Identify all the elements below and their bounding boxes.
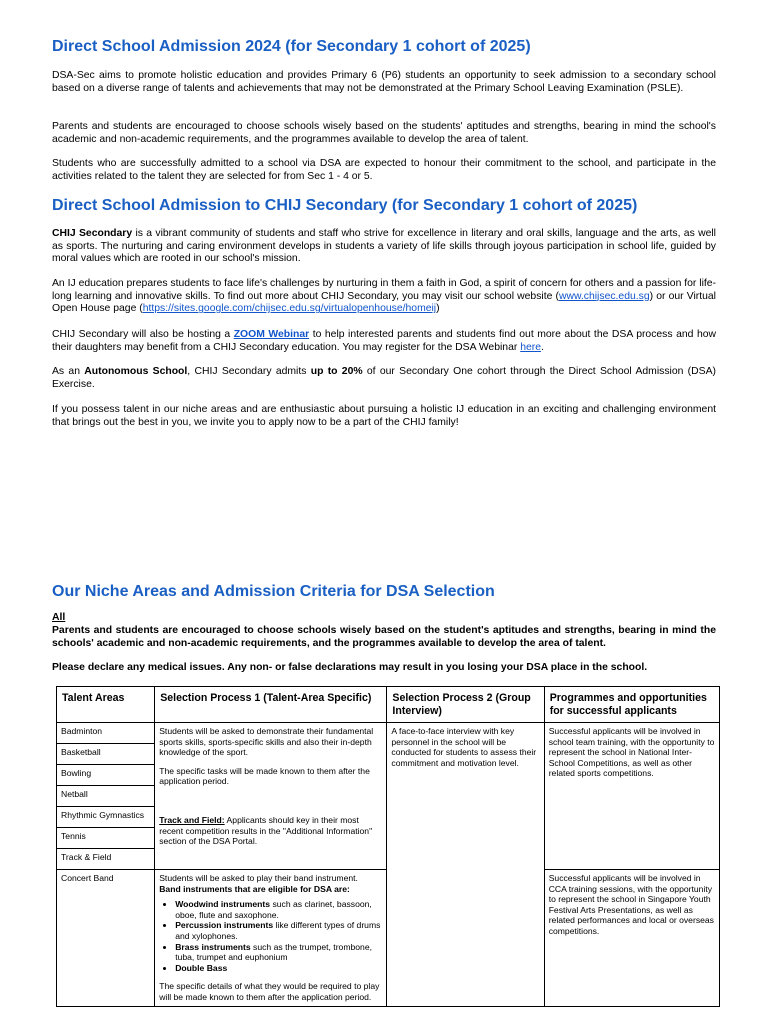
webinar-text-a: CHIJ Secondary will also be hosting a bbox=[52, 329, 234, 340]
instrument-brass-detail: such as the trumpet, trombone, tuba, trumpet and euphonium bbox=[175, 941, 372, 963]
talent-track-field: Track & Field bbox=[57, 849, 155, 870]
autonomous-text-a: As an bbox=[52, 366, 85, 377]
list-item bbox=[175, 899, 382, 920]
sports-process-1-intro: Students will be asked to demonstrate their fundamental sports skills, sports-specific skills and also their in-depth knowledge of the sport. bbox=[159, 726, 374, 758]
autonomous-text-c: of our Secondary One cohort through the Direct School Admission (DSA) Exercise. bbox=[52, 366, 716, 390]
webinar-register-link[interactable]: here bbox=[520, 341, 542, 353]
paragraph-ij-education bbox=[52, 278, 716, 316]
band-process-1-intro: Students will be asked to play their band instrument. bbox=[159, 873, 358, 883]
notice-medical-issues: Please declare any medical issues. Any non- or false declarations may result in you losing your DSA place in the school. bbox=[52, 662, 648, 673]
heading-niche-areas: Our Niche Areas and Admission Criteria for DSA Selection bbox=[52, 583, 495, 600]
talent-basketball: Basketball bbox=[57, 744, 155, 765]
header-talent-areas: Talent Areas bbox=[57, 687, 155, 723]
ij-text-b: ) or our Virtual Open House page ( bbox=[52, 290, 716, 315]
process-2-interview: A face-to-face interview with key personnel in the school will be conducted for students to assess their commitment and motivation level. bbox=[387, 723, 544, 1007]
band-programmes: Successful applicants will be involved in CCA training sessions, with the opportunity to represent the school in Singapore Youth Festival Arts Presentations, as well as related performances and local or overseas competitions. bbox=[544, 870, 719, 1007]
instrument-percussion: Percussion instruments bbox=[175, 920, 274, 931]
instrument-woodwind-detail: such as clarinet, bassoon, oboe, flute and saxophone. bbox=[175, 899, 372, 920]
label-all: All bbox=[52, 612, 66, 623]
instrument-percussion-detail: like different types of drums and xylophones. bbox=[175, 920, 381, 941]
header-programmes: Programmes and opportunities for successful applicants bbox=[544, 687, 719, 723]
heading-dsa-2024: Direct School Admission 2024 (for Secondary 1 cohort of 2025) bbox=[52, 38, 531, 55]
paragraph-autonomous-school bbox=[52, 366, 716, 391]
autonomous-text-b: , CHIJ Secondary admits bbox=[187, 366, 311, 377]
zoom-webinar-link[interactable]: ZOOM Webinar bbox=[233, 329, 310, 340]
table-header-row bbox=[57, 687, 720, 723]
sports-process-1-tasks: The specific tasks will be made known to them after the application period. bbox=[159, 765, 370, 787]
notice-choose-schools: Parents and students are encouraged to choose schools wisely based on the student's aptitudes and strengths, bearing in mind the schools' academic and non-academic requirements, and the programmes available to develop the area of talent. bbox=[52, 625, 716, 649]
instrument-double-bass: Double Bass bbox=[175, 962, 228, 973]
ij-text-c: ) bbox=[436, 303, 440, 315]
list-item bbox=[175, 920, 382, 941]
up-to-20-bold: up to 20% bbox=[310, 366, 363, 377]
sports-process-1 bbox=[155, 723, 387, 870]
talent-tennis: Tennis bbox=[57, 828, 155, 849]
instrument-brass: Brass instruments bbox=[175, 941, 251, 952]
list-item bbox=[175, 963, 382, 974]
school-website-link[interactable]: www.chijsec.edu.sg bbox=[558, 290, 650, 302]
chij-community-text: is a vibrant community of students and staff who strive for excellence in literary and oral skills, language and the arts, as well as sports. The nurturing and caring environment develops in students a variety of life skills through joyous participation in school life, guided by moral values which are rooted in our school's mission. bbox=[52, 228, 716, 265]
band-eligible-label: Band instruments that are eligible for DSA are: bbox=[159, 883, 350, 894]
chij-secondary-bold: CHIJ Secondary bbox=[52, 228, 133, 239]
autonomous-school-bold: Autonomous School bbox=[84, 366, 188, 377]
ij-text-a: An IJ education prepares students to face life's challenges by nurturing in them a faith in God, a spirit of concern for others and a passion for life-long learning and innovative skills. To find out more about CHIJ Secondary, you may visit our school website ( bbox=[52, 278, 716, 302]
sports-process-1-track-field bbox=[159, 815, 382, 847]
paragraph-webinar bbox=[52, 329, 716, 354]
list-item bbox=[175, 942, 382, 963]
band-process-1 bbox=[155, 870, 387, 1007]
paragraph-chij-community bbox=[52, 228, 716, 266]
paragraph-choose-wisely: Parents and students are encouraged to choose schools wisely based on the students' aptitudes and strengths, bearing in mind the school's academic and non-academic requirements, and the programmes available to develop the area of talent. bbox=[52, 121, 716, 145]
talent-rhythmic-gymnastics: Rhythmic Gymnastics bbox=[57, 807, 155, 828]
heading-dsa-chij: Direct School Admission to CHIJ Secondary (for Secondary 1 cohort of 2025) bbox=[52, 197, 638, 214]
header-selection-process-2: Selection Process 2 (Group Interview) bbox=[387, 687, 544, 723]
webinar-text-b: to help interested parents and students find out more about the DSA process and how their daughters may benefit from a CHIJ Secondary education. You may register for the DSA Webinar bbox=[52, 329, 716, 353]
webinar-text-c: . bbox=[541, 341, 544, 353]
paragraph-dsa-intro: DSA-Sec aims to promote holistic education and provides Primary 6 (P6) students an opportunity to seek admission to a secondary school based on a diverse range of talents and achievements that may not be demonstrated at the Primary School Leaving Examination (PSLE). bbox=[52, 70, 716, 94]
talent-netball: Netball bbox=[57, 786, 155, 807]
track-field-label: Track and Field: bbox=[159, 814, 225, 825]
band-instrument-list bbox=[159, 899, 382, 973]
virtual-open-house-link[interactable]: https://sites.google.com/chijsec.edu.sg/virtualopenhouse/homeij bbox=[142, 303, 437, 315]
admission-criteria-table bbox=[56, 686, 720, 1007]
header-selection-process-1: Selection Process 1 (Talent-Area Specific) bbox=[155, 687, 387, 723]
paragraph-commitment: Students who are successfully admitted to a school via DSA are expected to honour their commitment to the school, and participate in the activities related to the talent they are selected for from Sec 1 - 4 or 5. bbox=[52, 158, 716, 182]
sports-programmes: Successful applicants will be involved in school team training, with the opportunity to represent the school in National Inter-School Competitions, as well as other related sports competitions. bbox=[544, 723, 719, 870]
instrument-woodwind: Woodwind instruments bbox=[175, 899, 271, 910]
talent-concert-band: Concert Band bbox=[57, 870, 155, 1007]
band-process-1-details: The specific details of what they would be required to play will be made known to them after the application period. bbox=[159, 981, 380, 1002]
paragraph-invitation: If you possess talent in our niche areas and are enthusiastic about pursuing a holistic IJ education in an exciting and challenging environment that brings out the best in you, we invite you to apply now to be a part of the CHIJ family! bbox=[52, 404, 716, 428]
talent-badminton: Badminton bbox=[57, 723, 155, 744]
table-row bbox=[57, 723, 720, 744]
talent-bowling: Bowling bbox=[57, 765, 155, 786]
track-field-text: Applicants should key in their most recent competition results in the "Additional Information" section of the DSA Portal. bbox=[159, 814, 373, 847]
